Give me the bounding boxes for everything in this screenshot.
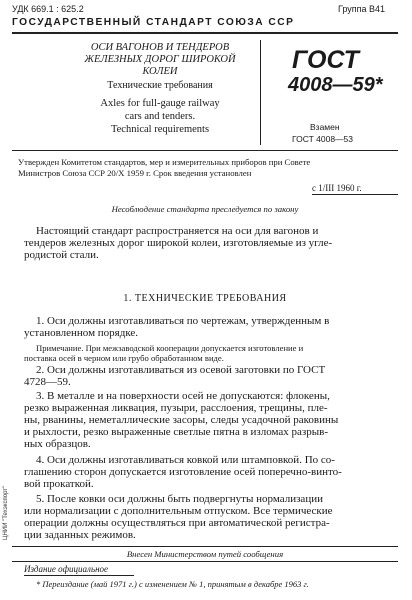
clause-3-line-1: 3. В металле и на поверхности осей не допускаются: флокены,: [36, 390, 330, 402]
clause-4-line-3: вой прокаткой.: [24, 478, 94, 490]
note-line-2: поставка осей в черном или грубо обработанном виде.: [24, 353, 224, 363]
intro-line-1: Настоящий стандарт распространяется на оси для вагонов и: [36, 225, 319, 237]
legal-note: Несоблюдение стандарта преследуется по закону: [111, 204, 299, 214]
title-bottom-rule: [12, 150, 398, 151]
effective-date-rule: [312, 194, 398, 195]
header-rule: [12, 32, 398, 34]
title-en-line-2: cars and tenders.: [124, 111, 196, 122]
approval-line-1: Утвержден Комитетом стандартов, мер и измерительных приборов при Совете: [18, 157, 311, 167]
title-en-line-3: Technical requirements: [110, 124, 210, 135]
intro-line-2: тендеров железных дорог широкой колеи, изготовляемые из угле-: [24, 237, 333, 249]
edition-label: Издание официальное: [24, 564, 109, 574]
clause-4-line-2: глашению сторон допускается изготовление осей поперечно-винто-: [24, 466, 342, 478]
effective-date: с 1/III 1960 г.: [312, 183, 362, 193]
clause-1-line-1: 1. Оси должны изготавливаться по чертежам, утвержденным в: [36, 315, 330, 327]
clause-1-note: [24, 343, 392, 363]
title-line-3: КОЛЕИ: [142, 66, 178, 77]
clause-5: [24, 493, 392, 541]
gost-number: 4008—59*: [288, 74, 383, 96]
clause-4-line-1: 4. Оси должны изготавливаться ковкой или штамповкой. По со-: [36, 454, 335, 466]
section-heading: 1. ТЕХНИЧЕСКИЕ ТРЕБОВАНИЯ: [123, 293, 287, 304]
footer-rule-top: [12, 546, 398, 547]
group-code: Группа В41: [338, 4, 386, 14]
clause-4: [24, 454, 392, 490]
clause-2-line-2: 4728—59.: [24, 376, 71, 388]
intro-paragraph: [24, 225, 392, 261]
clause-3: [24, 390, 392, 450]
gost-label: ГОСТ: [292, 46, 359, 74]
title-line-2: ЖЕЛЕЗНЫХ ДОРОГ ШИРОКОЙ: [84, 54, 236, 65]
note-line-1: Примечание. При межзаводской кооперации допускается изготовление и: [36, 343, 304, 353]
intro-line-3: родистой стали.: [24, 249, 99, 261]
clause-3-line-4: и рыхлости, резко выраженные светлые пятна в изломах разрыв-: [24, 426, 329, 438]
clause-2: [24, 364, 392, 388]
clause-1: [24, 315, 392, 339]
udk-code: УДК 669.1 : 625.2: [12, 4, 84, 14]
approval-text: [18, 157, 398, 178]
introduced-by: Внесен Министерством путей сообщения: [126, 549, 284, 559]
title-divider: [260, 40, 261, 145]
reprint-note: * Переиздание (май 1971 г.) с изменением № 1, принятым в декабре 1963 г.: [36, 579, 309, 589]
clause-3-line-2: резко выраженная ликвация, пузыри, расслоения, трещины, пле-: [24, 402, 328, 414]
replaces-label: Взамен: [310, 122, 340, 132]
edition-rule: [24, 575, 134, 576]
title-line-1: ОСИ ВАГОНОВ И ТЕНДЕРОВ: [90, 42, 230, 53]
title-english: [60, 97, 260, 136]
clause-2-line-1: 2. Оси должны изготавливаться из осевой заготовки по ГОСТ: [36, 364, 326, 376]
side-stamp: ЦНИИ "Техэкспорт": [3, 485, 9, 540]
clause-5-line-2: или нормализации с дополнительным отпуском. Все термические: [24, 505, 333, 517]
clause-5-line-3: операции должны осуществляться при автоматической регистра-: [24, 517, 330, 529]
clause-5-line-4: ции заданных режимов.: [24, 529, 136, 541]
subtitle-russian: Технические требования: [107, 80, 213, 91]
clause-1-line-2: установленном порядке.: [24, 327, 139, 339]
replaces-value: ГОСТ 4008—53: [292, 134, 354, 144]
standard-banner: ГОСУДАРСТВЕННЫЙ СТАНДАРТ СОЮЗА ССР: [12, 17, 295, 28]
title-russian: [60, 42, 260, 78]
title-en-line-1: Axles for full-gauge railway: [100, 98, 220, 109]
footer-rule-bottom: [12, 561, 398, 562]
approval-line-2: Министров Союза ССР 20/X 1959 г. Срок введения установлен: [18, 167, 252, 178]
clause-3-line-5: ных образцов.: [24, 438, 91, 450]
clause-3-line-3: ны, рванины, неметаллические засоры, следы усадочной раковины: [24, 414, 339, 426]
clause-5-line-1: 5. После ковки оси должны быть подвергнуты нормализации: [36, 493, 323, 505]
